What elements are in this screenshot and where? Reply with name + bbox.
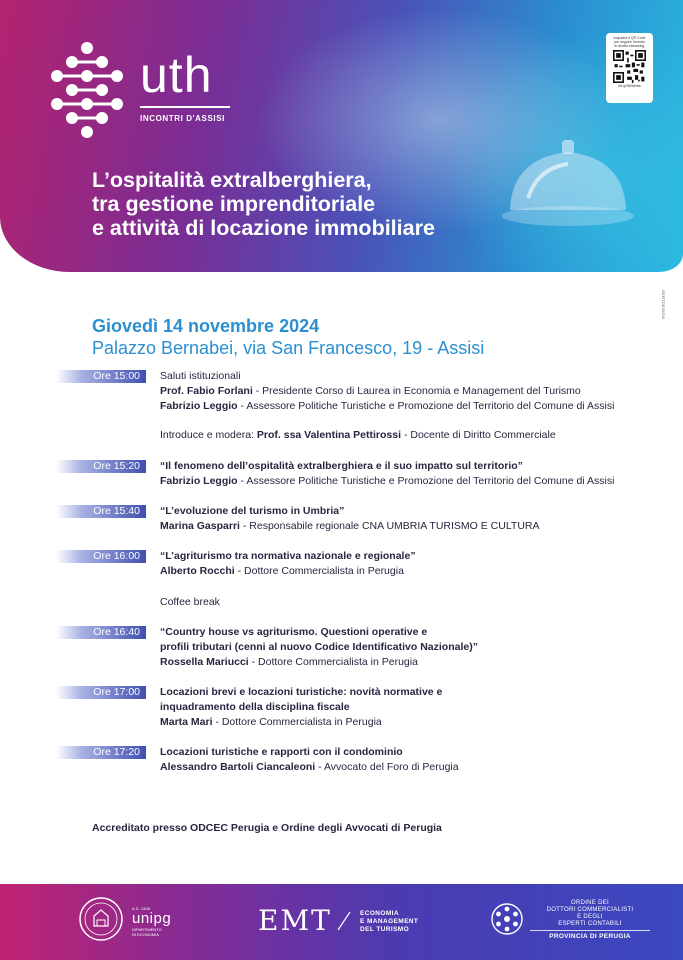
time-badge: Ore 15:20 bbox=[56, 460, 146, 473]
talk-title: Locazioni turistiche e rapporti con il condominio bbox=[160, 746, 403, 758]
speaker-name: Alessandro Bartoli Ciancaleoni bbox=[160, 761, 316, 773]
speaker-line bbox=[160, 715, 660, 730]
brand-name: uth bbox=[140, 47, 213, 103]
talk-title: “L’evoluzione del turismo in Umbria” bbox=[160, 505, 345, 517]
brand-divider bbox=[140, 106, 230, 108]
odcec-province: PROVINCIA DI PERUGIA bbox=[530, 930, 650, 940]
talk-title: “Il fenomeno dell’ospitalità extralberghiera e il suo impatto sul territorio” bbox=[160, 460, 523, 472]
emt-word-management: MANAGEMENT bbox=[366, 918, 419, 925]
time-badge: Ore 15:40 bbox=[56, 505, 146, 518]
odcec-line: E DEGLI bbox=[577, 914, 603, 920]
moderator-prefix: Introduce e modera: bbox=[160, 429, 257, 441]
emt-word-turismo: TURISMO bbox=[376, 926, 410, 933]
time-badge: Ore 15:00 bbox=[56, 370, 146, 383]
speaker-name: Rossella Mariucci bbox=[160, 656, 249, 668]
designer-credit: SERTDESIGN bbox=[661, 290, 666, 319]
qr-caption-line: per seguire l'evento bbox=[614, 40, 645, 44]
unipg-year: A.D. 1308 bbox=[132, 906, 150, 911]
qr-url[interactable]: bit.ly/3Whbnta bbox=[618, 84, 641, 88]
emt-word-del: DEL bbox=[360, 926, 375, 933]
event-title bbox=[92, 168, 552, 240]
unipg-logo bbox=[132, 906, 171, 937]
odcec-logo bbox=[530, 900, 650, 940]
speaker-line bbox=[160, 655, 660, 670]
program-item bbox=[160, 459, 660, 489]
speaker-role: - Dottore Commercialista in Perugia bbox=[212, 716, 382, 728]
program-item bbox=[160, 625, 660, 670]
emt-word: ECONOMIA bbox=[360, 910, 399, 917]
qr-caption-line: Inquadra il QR Code bbox=[613, 36, 646, 40]
speaker-role: - Avvocato del Foro di Perugia bbox=[315, 761, 459, 773]
event-title-line: e attività di locazione immobiliare bbox=[92, 216, 435, 240]
time-badge: Ore 17:00 bbox=[56, 686, 146, 699]
program-item bbox=[160, 685, 660, 730]
speaker-line bbox=[160, 760, 660, 775]
speaker-line bbox=[160, 384, 660, 399]
unipg-dept: DIPARTIMENTO bbox=[132, 927, 162, 932]
talk-title: Locazioni brevi e locazioni turistiche: novità normative e bbox=[160, 686, 443, 698]
footer-partners bbox=[0, 884, 683, 960]
speaker-role: - Assessore Politiche Turistiche e Promozione del Territorio del Comune di Assisi bbox=[237, 400, 615, 412]
event-title-line: L’ospitalità extralberghiera, bbox=[92, 168, 372, 192]
emt-logo: EMT bbox=[258, 904, 332, 937]
speaker-name: Alberto Rocchi bbox=[160, 565, 235, 577]
university-seal-icon bbox=[78, 896, 124, 942]
emt-word bbox=[360, 918, 418, 926]
unipg-name: unipg bbox=[132, 910, 172, 927]
moderator-name: Prof. ssa Valentina Pettirossi bbox=[256, 429, 402, 441]
speaker-name: Prof. Fabio Forlani bbox=[160, 385, 253, 397]
odcec-emblem-icon bbox=[490, 902, 524, 936]
program-item bbox=[160, 745, 660, 775]
speaker-role: - Dottore Commercialista in Perugia bbox=[234, 565, 404, 577]
odcec-line: DOTTORI COMMERCIALISTI bbox=[546, 907, 634, 913]
program-heading: Saluti istituzionali bbox=[160, 370, 241, 382]
time-badge: Ore 17:20 bbox=[56, 746, 146, 759]
qr-caption bbox=[609, 36, 650, 48]
moderator-role: - Docente di Diritto Commerciale bbox=[401, 429, 556, 441]
brand-subtitle: INCONTRI D'ASSISI bbox=[140, 114, 225, 123]
qr-code-icon[interactable] bbox=[613, 50, 646, 83]
emt-word-e: E bbox=[360, 918, 365, 925]
time-badge: Ore 16:40 bbox=[56, 626, 146, 639]
speaker-role: - Dottore Commercialista in Perugia bbox=[248, 656, 418, 668]
speaker-name: Marina Gasparri bbox=[160, 520, 240, 532]
unipg-dept: DI ECONOMIA bbox=[132, 932, 159, 937]
talk-title: “L’agriturismo tra normativa nazionale e regionale” bbox=[160, 550, 416, 562]
talk-title: “Country house vs agriturismo. Questioni operative e bbox=[160, 626, 428, 638]
speaker-line bbox=[160, 474, 660, 489]
odcec-line: ESPERTI CONTABILI bbox=[558, 921, 622, 927]
speaker-line bbox=[160, 519, 660, 534]
event-venue: Palazzo Bernabei, via San Francesco, 19 - Assisi bbox=[92, 338, 485, 358]
accreditation-note: Accreditato presso ODCEC Perugia e Ordine degli Avvocati di Perugia bbox=[92, 822, 442, 834]
coffee-break: Coffee break bbox=[160, 596, 220, 608]
talk-title: inquadramento della disciplina fiscale bbox=[160, 701, 350, 713]
time-badge: Ore 16:00 bbox=[56, 550, 146, 563]
qr-caption-line: in diretta streaming bbox=[614, 44, 645, 48]
program-item bbox=[160, 504, 660, 534]
speaker-name: Fabrizio Leggio bbox=[160, 475, 238, 487]
emt-words bbox=[360, 910, 418, 934]
odcec-line: ORDINE DEI bbox=[570, 900, 609, 906]
speaker-line bbox=[160, 399, 660, 414]
qr-card[interactable] bbox=[606, 33, 653, 103]
speaker-role: - Presidente Corso di Laurea in Economia e Management del Turismo bbox=[252, 385, 581, 397]
speaker-name: Fabrizio Leggio bbox=[160, 400, 238, 412]
program-item bbox=[160, 369, 660, 443]
speaker-name: Marta Mari bbox=[160, 716, 213, 728]
speaker-role: - Assessore Politiche Turistiche e Promozione del Territorio del Comune di Assisi bbox=[237, 475, 615, 487]
uth-logo-icon bbox=[44, 40, 130, 140]
program-item bbox=[160, 549, 660, 579]
event-date: Giovedì 14 novembre 2024 bbox=[92, 316, 320, 336]
moderator-line bbox=[160, 428, 660, 443]
speaker-role: - Responsabile regionale CNA UMBRIA TURISMO E CULTURA bbox=[239, 520, 540, 532]
slash-icon bbox=[336, 910, 358, 932]
emt-word bbox=[360, 926, 418, 934]
talk-title: profili tributari (cenni al nuovo Codice Identificativo Nazionale)” bbox=[160, 641, 478, 653]
event-title-line: tra gestione imprenditoriale bbox=[92, 192, 376, 216]
header-banner bbox=[0, 0, 683, 272]
speaker-line bbox=[160, 564, 660, 579]
